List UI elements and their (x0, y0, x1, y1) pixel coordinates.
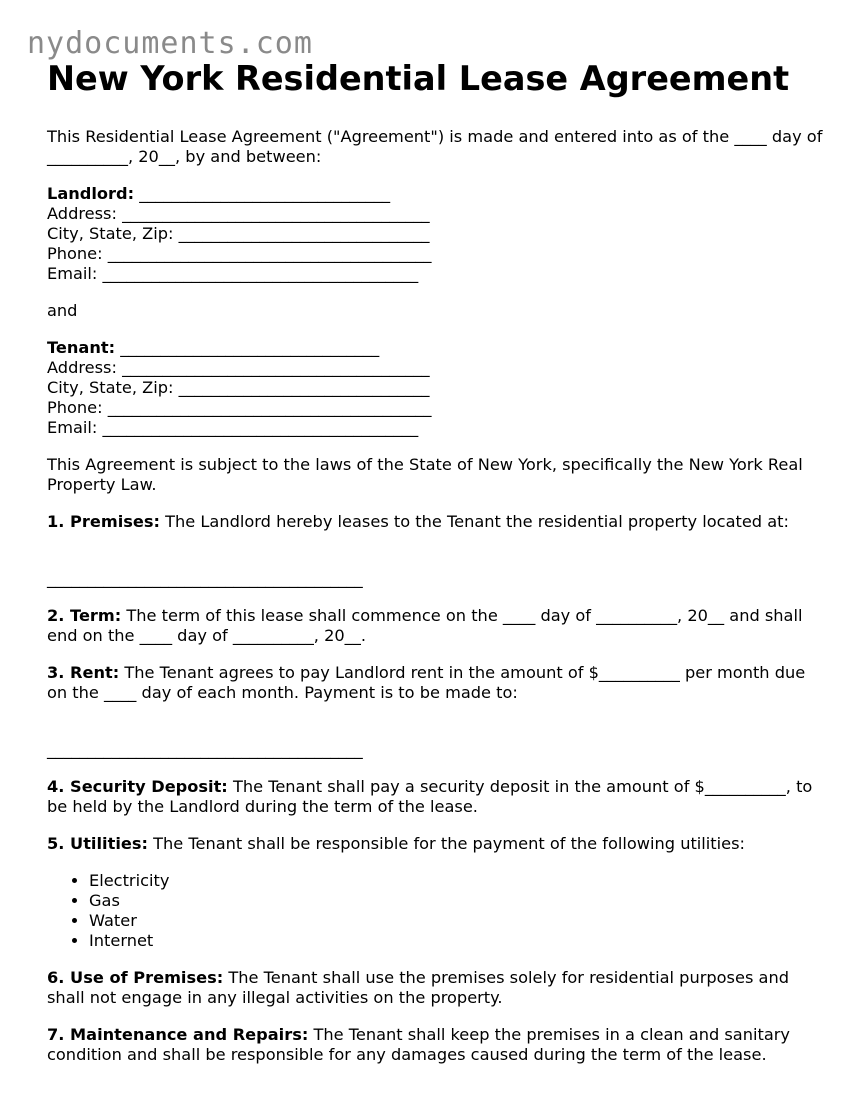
rent-payee-blank: _______________________________________ (47, 740, 363, 759)
list-item: • Water (89, 911, 827, 931)
and-text: and (47, 301, 78, 320)
section-use (47, 968, 827, 1008)
site-watermark: nydocuments.com (27, 26, 313, 61)
premises-address-blank: _______________________________________ (47, 569, 363, 588)
list-item: • Gas (89, 891, 827, 911)
section-term-text: The term of this lease shall commence on the ____ day of __________, 20__ and shall end on the ____ day of __________, 20__. (47, 606, 803, 645)
section-deposit (47, 777, 827, 817)
section-utilities-label: 5. Utilities: (47, 834, 148, 853)
section-rent-text: The Tenant agrees to pay Landlord rent in the amount of $__________ per month due on the ____ day of each month. Payment is to be made to: (47, 663, 806, 702)
governing-law-paragraph: This Agreement is subject to the laws of the State of New York, specifically the New York Real Property Law. (47, 455, 803, 494)
section-premises (47, 512, 827, 532)
tenant-name-blank: ________________________________ (115, 338, 380, 357)
section-maintenance-text: The Tenant shall keep the premises in a clean and sanitary condition and shall be responsible for any damages caused during the term of the lease. (47, 1025, 790, 1064)
section-utilities-text: The Tenant shall be responsible for the payment of the following utilities: (147, 834, 745, 853)
tenant-email: Email: _______________________________________ (47, 418, 419, 437)
tenant-label: Tenant: (47, 338, 116, 357)
section-deposit-label: 4. Security Deposit: (47, 777, 228, 796)
section-term-label: 2. Term: (47, 606, 122, 625)
section-use-label: 6. Use of Premises: (47, 968, 224, 987)
landlord-name-blank: _______________________________ (134, 184, 391, 203)
landlord-city: City, State, Zip: _______________________________ (47, 224, 430, 243)
section-premises-label: 1. Premises: (47, 512, 161, 531)
list-item: • Internet (89, 931, 827, 951)
tenant-address: Address: ______________________________________ (47, 358, 430, 377)
section-premises-text: The Landlord hereby leases to the Tenant the residential property located at: (160, 512, 789, 531)
section-maintenance-label: 7. Maintenance and Repairs: (47, 1025, 309, 1044)
landlord-label: Landlord: (47, 184, 135, 203)
intro-paragraph: This Residential Lease Agreement ("Agreement") is made and entered into as of the ____ day of __________, 20__, by and between: (47, 127, 823, 166)
section-rent-label: 3. Rent: (47, 663, 120, 682)
section-maintenance (47, 1025, 827, 1065)
section-utilities (47, 834, 827, 854)
section-use-text: The Tenant shall use the premises solely for residential purposes and shall not engage in any illegal activities on the property. (47, 968, 789, 1007)
tenant-phone: Phone: ________________________________________ (47, 398, 432, 417)
landlord-email: Email: _______________________________________ (47, 264, 419, 283)
landlord-phone: Phone: ________________________________________ (47, 244, 432, 263)
document-title: New York Residential Lease Agreement (47, 59, 790, 98)
tenant-city: City, State, Zip: _______________________________ (47, 378, 430, 397)
section-rent (47, 663, 827, 703)
section-deposit-text: The Tenant shall pay a security deposit in the amount of $__________, to be held by the Landlord during the term of the lease. (47, 777, 813, 816)
landlord-block (47, 184, 827, 284)
landlord-address: Address: ______________________________________ (47, 204, 430, 223)
document-body (47, 58, 827, 1082)
tenant-block (47, 338, 827, 438)
section-term (47, 606, 827, 646)
list-item: • Electricity (89, 871, 827, 891)
utilities-list (47, 871, 827, 951)
